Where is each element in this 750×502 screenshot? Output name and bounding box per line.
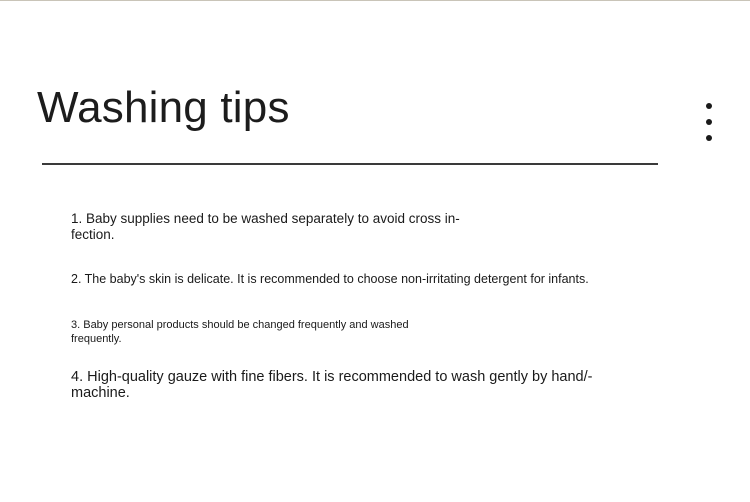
more-vertical-icon [706, 135, 712, 141]
more-options-button[interactable] [698, 103, 720, 141]
tip-item-3: 3. Baby personal products should be changed frequently and washed frequently. [71, 319, 409, 345]
tip-item-2: 2. The baby's skin is delicate. It is recommended to choose non-irritating detergent for infants. [71, 272, 589, 286]
slide-title: Washing tips [37, 83, 290, 132]
top-border-line [0, 0, 750, 1]
title-divider [42, 163, 658, 165]
tip-item-1: 1. Baby supplies need to be washed separately to avoid cross in-fection. [71, 211, 460, 242]
more-vertical-icon [706, 119, 712, 125]
more-vertical-icon [706, 103, 712, 109]
tip-item-4: 4. High-quality gauze with fine fibers. It is recommended to wash gently by hand/-machine. [71, 369, 593, 401]
